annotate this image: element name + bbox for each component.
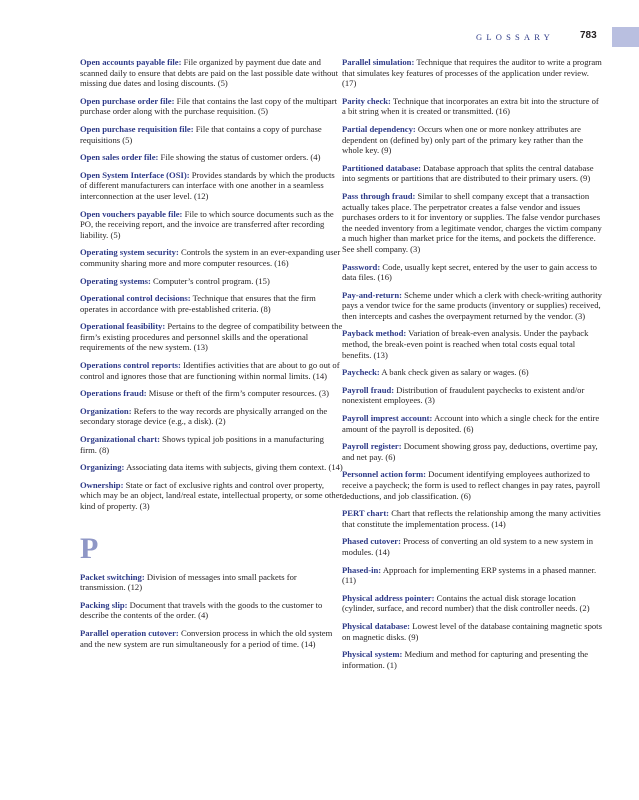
glossary-term: Payback method: (342, 328, 407, 339)
thumb-tab (612, 27, 639, 47)
glossary-term: Phased cutover: (342, 536, 401, 547)
glossary-definition: Process of converting an old system to a new system in modules. (14) (342, 536, 594, 557)
glossary-entry (342, 593, 604, 614)
glossary-term: Open accounts payable file: (80, 57, 182, 67)
glossary-entry (342, 328, 604, 360)
glossary-entry (342, 124, 604, 156)
glossary-entry (342, 57, 604, 89)
glossary-term: Open System Interface (OSI): (80, 169, 190, 180)
glossary-term: Organizational chart: (80, 434, 160, 445)
glossary-term: Ownership: (80, 479, 124, 490)
glossary-entry (80, 434, 343, 455)
glossary-definition: Technique that requires the auditor to write a program that simulates key features of processes of the application under review. (17) (342, 57, 602, 89)
glossary-definition: Conversion process in which the old system and the new system are run simultaneously for a period of time. (14) (80, 627, 333, 649)
glossary-term: Pass through fraud: (342, 190, 416, 201)
glossary-entry (80, 321, 343, 353)
glossary-definition: File showing the status of customer orders. (4) (158, 152, 321, 163)
glossary-term: Physical database: (342, 620, 411, 631)
glossary-term: Open sales order file: (80, 152, 159, 163)
glossary-entry (80, 360, 343, 381)
glossary-entry (80, 170, 343, 202)
glossary-definition: Document identifying employees authorized to receive a paycheck; the form is used to reflect changes in pay rates, payroll deductions, and job classification. (6) (342, 469, 601, 501)
glossary-definition: A bank check given as salary or wages. (6) (379, 367, 529, 378)
glossary-definition: Pertains to the degree of compatibility between the firm’s existing procedures and personnel skills and the operational requirements of the new system. (13) (80, 321, 343, 353)
glossary-entry (80, 247, 343, 268)
glossary-term: Partitioned database: (342, 162, 422, 173)
glossary-definition: Division of messages into small packets for transmission. (12) (80, 571, 297, 593)
glossary-entry (342, 96, 604, 117)
glossary-entry (342, 290, 604, 322)
glossary-term: Open purchase order file: (80, 95, 175, 106)
glossary-term: Parallel operation cutover: (80, 627, 179, 638)
glossary-term: Packing slip: (80, 599, 128, 610)
glossary-definition: Medium and method for capturing and presenting the information. (1) (342, 649, 589, 670)
page-header (0, 27, 639, 47)
glossary-definition: Occurs when one or more nonkey attributes are dependent on (defined by) only part of the primary key rather than the whole key. (9) (342, 123, 584, 156)
glossary-term: Payroll fraud: (342, 384, 395, 395)
glossary-term: Paycheck: (342, 367, 380, 378)
glossary-entry (80, 152, 343, 163)
glossary-entry (80, 124, 343, 145)
glossary-entry (342, 367, 604, 378)
glossary-definition: Distribution of fraudulent paychecks to existent and/or nonexistent employees. (3) (342, 384, 585, 406)
glossary-term: Operations control reports: (80, 360, 181, 371)
glossary-entry (342, 385, 604, 406)
glossary-definition: Controls the system in an ever-expanding user community sharing more and more computer resources. (16) (80, 247, 341, 268)
glossary-entry (80, 406, 343, 427)
glossary-definition: Technique that ensures that the firm operates in accordance with pre-established criteria. (8) (80, 293, 316, 314)
glossary-definition: Scheme under which a clerk with check-writing authority pays a vendor twice for the same products (inventory or supplies) received, then intercepts and cashes the overpayment returned by the vendor. (3) (342, 289, 602, 321)
glossary-term: Operational feasibility: (80, 321, 166, 332)
glossary-definition: Chart that reflects the relationship among the many activities that constitute the implementation process. (14) (342, 508, 601, 529)
glossary-entry (342, 565, 604, 586)
glossary-entry (80, 480, 343, 512)
glossary-definition: File organized by payment due date and scanned daily to ensure that debts are paid on the last possible date without missing due dates and losing discounts. (5) (80, 57, 338, 89)
glossary-term: Operational control decisions: (80, 293, 191, 304)
glossary-definition: Code, usually kept secret, entered by the user to gain access to data files. (16) (342, 261, 597, 283)
glossary-definition: Associating data items with subjects, giving them context. (14) (124, 462, 343, 473)
glossary-definition: Shows typical job positions in a manufacturing firm. (8) (80, 434, 324, 455)
glossary-entry (342, 262, 604, 283)
glossary-term: Personnel action form: (342, 469, 427, 480)
glossary-term: Phased-in: (342, 564, 382, 575)
glossary-entry (342, 413, 604, 434)
glossary-term: Payroll register: (342, 441, 402, 452)
glossary-entry (80, 462, 343, 473)
glossary-term: Packet switching: (80, 571, 145, 582)
glossary-term: Password: (342, 261, 381, 272)
glossary-definition: Variation of break-even analysis. Under the payback method, the break-even point is reached when total costs equal total benefits. (13) (342, 328, 589, 360)
glossary-definition: Document showing gross pay, deductions, overtime pay, and net pay. (6) (342, 441, 598, 462)
glossary-term: Partial dependency: (342, 123, 416, 134)
glossary-term: Pay-and-return: (342, 289, 402, 300)
glossary-entry (342, 441, 604, 462)
glossary-entry (80, 209, 343, 241)
page-number: 783 (580, 30, 597, 41)
running-head-title: GLOSSARY (476, 32, 555, 42)
glossary-term: Parallel simulation: (342, 57, 415, 67)
glossary-definition: Refers to the way records are physically arranged on the secondary storage device (e.g., a disk). (2) (80, 405, 328, 427)
glossary-term: Parity check: (342, 95, 391, 106)
glossary-entry (342, 508, 604, 529)
glossary-entry (80, 96, 343, 117)
glossary-entry (342, 469, 604, 501)
glossary-entry (342, 536, 604, 557)
glossary-definition: State or fact of exclusive rights and control over property, which may be an object, land/real estate, intellectual property, or some other kind of property. (3) (80, 479, 343, 511)
glossary-entry (80, 600, 343, 621)
glossary-term: Organizing: (80, 462, 125, 473)
glossary-term: Organization: (80, 405, 132, 416)
glossary-entry (80, 388, 343, 399)
glossary-definition: Technique that incorporates an extra bit into the structure of a bit string when it is created or transmitted. (16) (342, 95, 599, 117)
glossary-entry (80, 628, 343, 649)
glossary-entry (80, 293, 343, 314)
glossary-definition: Database approach that splits the central database into segments or partitions that are distributed to their primary users. (9) (342, 162, 594, 184)
left-column (80, 57, 343, 656)
glossary-entry (80, 572, 343, 593)
glossary-definition: Account into which a single check for the entire amount of the payroll is deposited. (6) (342, 413, 600, 434)
glossary-entry (342, 621, 604, 642)
glossary-entry (342, 191, 604, 255)
glossary-term: Payroll imprest account: (342, 413, 433, 424)
glossary-term: Operating system security: (80, 247, 179, 258)
glossary-definition: Lowest level of the database containing magnetic spots on magnetic disks. (9) (342, 620, 602, 642)
glossary-term: Operations fraud: (80, 388, 147, 399)
glossary-term: Open vouchers payable file: (80, 208, 183, 219)
glossary-term: Physical address pointer: (342, 592, 435, 603)
glossary-definition: Document that travels with the goods to the customer to describe the contents of the order. (4) (80, 599, 323, 621)
glossary-entry (80, 276, 343, 287)
glossary-term: Open purchase requisition file: (80, 123, 194, 134)
glossary-entry (342, 649, 604, 670)
glossary-term: Physical system: (342, 649, 403, 660)
glossary-entry (80, 57, 343, 89)
glossary-definition: File that contains a copy of purchase requisitions (5) (80, 123, 322, 145)
glossary-definition: Identifies activities that are about to go out of control and ignores those that are functioning within normal limits. (14) (80, 360, 340, 381)
glossary-term: PERT chart: (342, 508, 390, 519)
section-letter-p: P (80, 531, 99, 565)
glossary-entry (342, 163, 604, 184)
glossary-definition: Contains the actual disk storage location (cylinder, surface, and record number) that the disk controller needs. (2) (342, 592, 590, 614)
glossary-definition: Computer’s control program. (15) (150, 275, 270, 286)
glossary-definition: Approach for implementing ERP systems in a phased manner. (11) (342, 564, 597, 586)
glossary-definition: Similar to shell company except that a transaction actually takes place. The perpetrator creates a false vendor and issues purchases orders to it for inventory or supplies. The false vendor purchases the needed inventory from a legitimate vendor, charges the victim company a much higher than market price for the items, and pockets the difference. See shell company. (3) (342, 190, 602, 254)
glossary-definition: File to which source documents such as the PO, the receiving report, and the invoice are transferred after recording liability. (5) (80, 208, 334, 240)
glossary-definition: Provides standards by which the products of different manufacturers can interface with one another in a seamless interconnection at the user level. (12) (80, 169, 335, 201)
glossary-term: Operating systems: (80, 275, 151, 286)
right-column (342, 57, 604, 677)
glossary-definition: Misuse or theft of the firm’s computer resources. (3) (146, 388, 329, 399)
glossary-definition: File that contains the last copy of the multipart purchase order along with the purchase requisition. (5) (80, 95, 337, 117)
